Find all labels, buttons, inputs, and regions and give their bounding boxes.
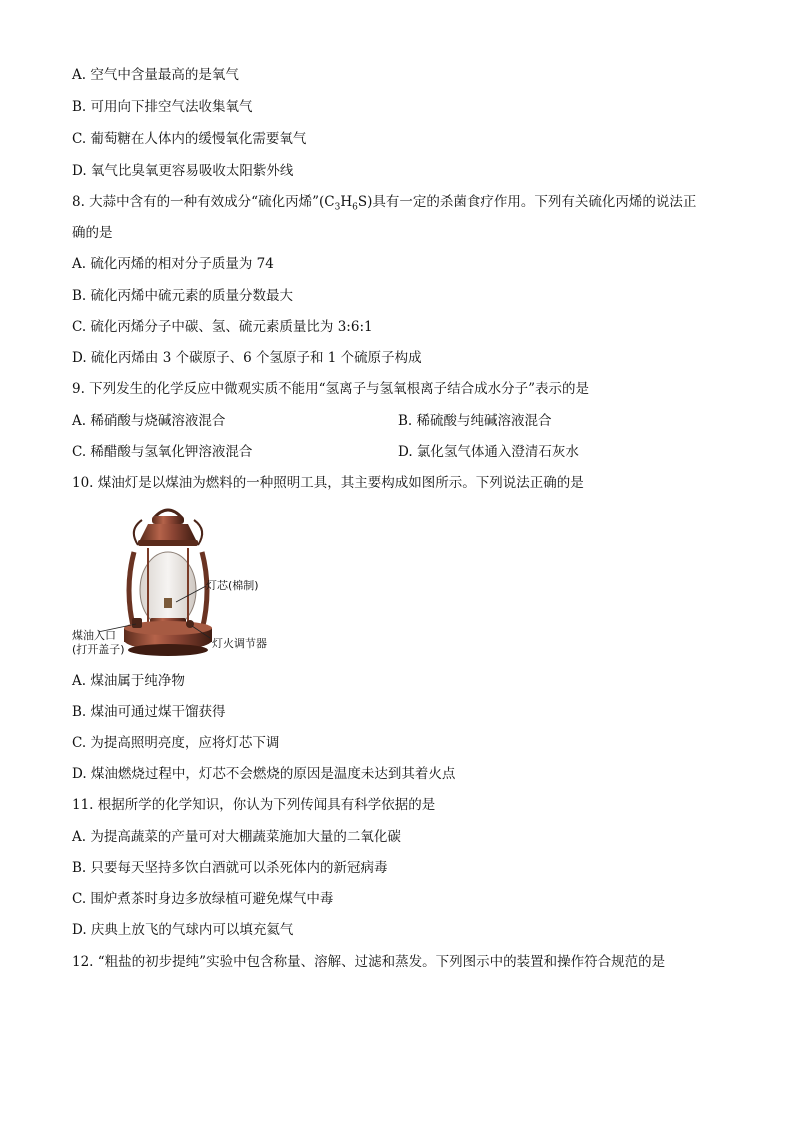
q9-option-b: B. 稀硫酸与纯碱溶液混合 [398,413,552,429]
q10-option-a: A. 煤油属于纯净物 [72,673,185,689]
q11-option-c: C. 围炉煮茶时身边多放绿植可避免煤气中毒 [72,891,334,907]
q8-h: H [340,194,353,210]
q8-sub-carbon: 3 [334,202,341,213]
q9-option-c: C. 稀醋酸与氢氧化钾溶液混合 [72,444,253,460]
q8-option-c: C. 硫化丙烯分子中碳、氢、硫元素质量比为 3:6:1 [72,319,373,335]
q10-option-b: B. 煤油可通过煤干馏获得 [72,704,226,720]
q11-stem: 11. 根据所学的化学知识，你认为下列传闻具有科学依据的是 [72,797,436,813]
q7-option-d: D. 氧气比臭氧更容易吸收太阳紫外线 [72,163,294,179]
label-open-cap: (打开盖子) [72,643,125,656]
q8-stem-part2: S)具有一定的杀菌食疗作用。下列有关硫化丙烯的说法正 [357,194,697,210]
q8-option-b: B. 硫化丙烯中硫元素的质量分数最大 [72,288,294,304]
q7-option-c: C. 葡萄糖在人体内的缓慢氧化需要氧气 [72,131,307,147]
q11-option-b: B. 只要每天坚持多饮白酒就可以杀死体内的新冠病毒 [72,860,388,876]
q10-stem: 10. 煤油灯是以煤油为燃料的一种照明工具，其主要构成如图所示。下列说法正确的是 [72,475,584,491]
q10-option-c: C. 为提高照明亮度，应将灯芯下调 [72,735,280,751]
q10-option-d: D. 煤油燃烧过程中，灯芯不会燃烧的原因是温度未达到其着火点 [72,766,456,782]
label-kerosene-inlet: 煤油入口 [72,629,116,642]
q8-stem-part1: 8. 大蒜中含有的一种有效成分“硫化丙烯”(C [72,194,335,210]
q11-option-d: D. 庆典上放飞的气球内可以填充氦气 [72,922,294,938]
q8-stem-line2: 确的是 [72,225,113,241]
q8-sub-hydrogen: 6 [352,202,358,213]
q9-option-d: D. 氯化氢气体通入澄清石灰水 [398,444,579,460]
q8-stem [72,193,696,217]
q7-option-a: A. 空气中含量最高的是氧气 [72,67,239,83]
q7-option-b: B. 可用向下排空气法收集氧气 [72,99,253,115]
q8-option-a: A. 硫化丙烯的相对分子质量为 74 [72,256,274,272]
q9-option-a: A. 稀硝酸与烧碱溶液混合 [72,413,226,429]
q12-stem: 12. “粗盐的初步提纯”实验中包含称量、溶解、过滤和蒸发。下列图示中的装置和操作符合规范的是 [72,954,666,970]
q9-stem: 9. 下列发生的化学反应中微观实质不能用“氢离子与氢氧根离子结合成水分子”表示的是 [72,381,589,397]
label-wick: 灯芯(棉制) [206,579,259,592]
q11-option-a: A. 为提高蔬菜的产量可对大棚蔬菜施加大量的二氧化碳 [72,829,401,845]
q8-option-d: D. 硫化丙烯由 3 个碳原子、6 个氢原子和 1 个硫原子构成 [72,350,422,366]
label-flame-adjuster: 灯火调节器 [212,637,267,650]
